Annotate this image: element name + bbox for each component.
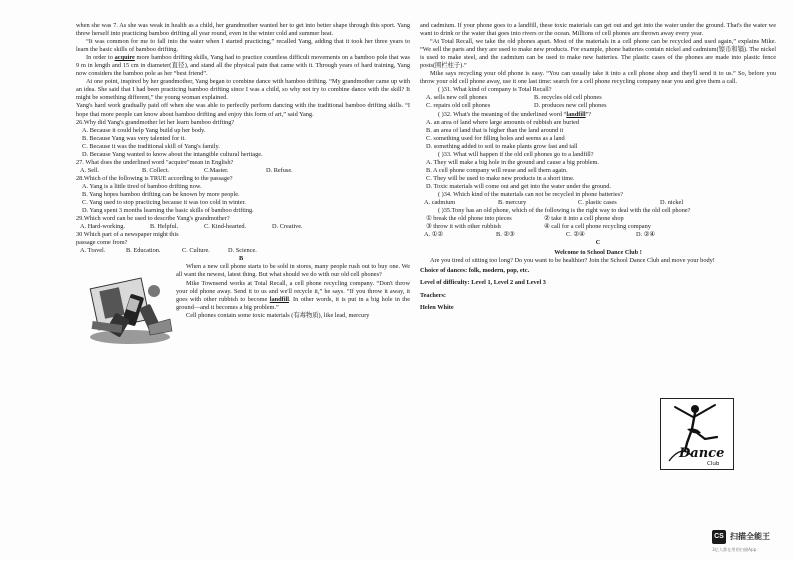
phone-recycling-illustration bbox=[88, 275, 174, 345]
passage-b-paragraph-5: “At Total Recall, we take the old phones apart. Most of the materials in a cell phone can be recycled and used again,” explains Mike. “We sell the parts and they are used to make new products. For example, phone batteries contain nickel and cadmium(镍币和镉). The nickel is used to make steel, and the cadmium can be used to make new batteries. The plastic cases of the phones are made into plastic fence posts(围栏柱子).” bbox=[420, 38, 776, 70]
question-32 bbox=[420, 111, 776, 119]
passage-b-start bbox=[76, 263, 410, 343]
passage-b-paragraph-3: Cell phones contain some toxic materials (有毒物质), like lead, mercury bbox=[186, 311, 370, 319]
question-35-choice-2: ② take it into a cell phone shop bbox=[544, 215, 624, 223]
underlined-word-acquire: acquire bbox=[114, 54, 135, 62]
dance-club-logo bbox=[660, 398, 734, 470]
question-31-options-row-2 bbox=[420, 102, 776, 110]
question-35-choice-3: ③ throw it with other rubbish bbox=[426, 223, 501, 231]
question-29-option-d: D. Creative. bbox=[272, 223, 303, 231]
question-35-choice-1: ① break the old phone into pieces bbox=[426, 215, 512, 223]
question-31-option-c: C. repairs old cell phones bbox=[426, 102, 491, 110]
question-35-option-b: B. ②③ bbox=[496, 231, 515, 239]
passage-a-paragraph-5: Yang's hard work gradually paid off when she was able to perfectly perform dancing with the traditional bamboo drifting skills. “I hope that more people can know about bamboo drifting and enjoy this form of art,” said Yang. bbox=[76, 102, 410, 118]
right-column bbox=[420, 22, 776, 312]
text-run: Mike Townsend works at Total Recall, a cell phone recycling company. “Don't throw your old phone away. Send it to us and we'll recycle it,” he says. “If you throw it away, it goes with other rubbish to become bbox=[176, 279, 410, 303]
passage-a-paragraph-4: At one point, inspired by her grandmother, Yang began to combine dance with bamboo drifting. “My grandmother came up with an idea. She said that I had been practicing bamboo drifting since I was a child, so why not try to combine dance with the skill? It might be something different,” the young woman explained. bbox=[76, 78, 410, 102]
question-32-option-b: B. an area of land that is higher than the land around it bbox=[426, 126, 564, 134]
question-27-options bbox=[76, 167, 410, 175]
question-35: ( )35.Tony has an old phone, which of the following is the right way to deal with the old cell phone? bbox=[438, 207, 691, 215]
passage-b-paragraph-1: When a new cell phone starts to be sold in stores, many people rush out to buy one. We all want the newest, latest thing. But what should we do with our old cell phones? bbox=[176, 263, 410, 279]
passage-a-paragraph-3 bbox=[76, 54, 410, 78]
dancer-silhouette-icon bbox=[661, 399, 733, 469]
text-run: ( )32. What's the meaning of the underlined word “ bbox=[438, 110, 567, 118]
question-29: 29.Which word can be used to describe Yang's grandmother? bbox=[76, 215, 230, 223]
question-28: 28.Which of the following is TRUE according to the passage? bbox=[76, 174, 233, 182]
question-33-option-c: C. They will be used to make new products in a short time. bbox=[426, 174, 575, 182]
passage-a-paragraph-2: “It was common for me to fall into the water when I started practicing,” recalled Yang, adding that it took her three years to learn the basic skills of bamboo drifting. bbox=[76, 38, 410, 54]
question-35-option-d: D. ②④ bbox=[636, 231, 655, 239]
question-26: 26.Why did Yang's grandmother let her learn bamboo drifting? bbox=[76, 118, 235, 126]
dance-club-title: Welcome to School Dance Club ! bbox=[554, 249, 642, 257]
question-33-option-b: B. A cell phone company will reuse and sell them again. bbox=[426, 166, 568, 174]
question-26-option-d: D. Because Yang wanted to know about the intangible cultural heritage. bbox=[82, 150, 263, 158]
question-29-option-a: A. Hard-working. bbox=[80, 223, 125, 231]
question-34-option-c: C. plastic cases bbox=[578, 199, 617, 207]
question-30-option-b: B. Education. bbox=[126, 247, 161, 255]
text-run: . In other words, it is put in a big hole in the ground—and it becomes a big problem.” bbox=[176, 295, 410, 311]
section-c-heading: C bbox=[595, 239, 601, 247]
text-run: ”? bbox=[585, 110, 592, 118]
question-34-option-d: D. nickel bbox=[660, 199, 684, 207]
question-27-option-b: B. Collect. bbox=[142, 166, 170, 174]
dance-club-dances: Choice of dances: folk, modern, pop, etc. bbox=[420, 267, 530, 275]
question-35-options bbox=[420, 231, 776, 239]
question-30-options bbox=[76, 247, 410, 255]
question-32-option-d: D. something added to soil to make plants grow fast and tall bbox=[426, 142, 578, 150]
question-31-option-d: D. produces new cell phones bbox=[534, 102, 607, 110]
question-35-choices-row-2 bbox=[420, 223, 776, 231]
scanner-app-name: 扫描全能王 bbox=[730, 532, 770, 541]
question-29-option-b: B. Helpful. bbox=[150, 223, 179, 231]
passage-a-paragraph-1: when she was 7. As she was weak in health as a child, her grandmother wanted her to get into better shape through this sport. Yang threw herself into practicing bamboo drifting all year round, even in the winter cold and summer heat. bbox=[76, 22, 410, 38]
passage-b-paragraph-4: and cadmium. If your phone goes to a landfill, these toxic materials can get out and get into the water under the ground. That's the water we want to drink or the water that goes into rivers or the ocean. Millions of cell phones are thrown away every year. bbox=[420, 22, 776, 38]
underlined-word-landfill: landfill bbox=[269, 295, 289, 303]
section-b-heading: B bbox=[239, 255, 244, 263]
logo-word: Dance bbox=[679, 446, 725, 461]
question-31-option-b: B. recycles old cell phones bbox=[534, 94, 602, 102]
question-28-option-d: D. Yang spent 3 months learning the basic skills of bamboo drifting. bbox=[82, 207, 254, 215]
question-35-option-c: C. ②④ bbox=[566, 231, 585, 239]
question-34-options bbox=[420, 199, 776, 207]
dance-club-intro: Are you tired of sitting too long? Do you want to be healthier? Join the School Dance Club and move your body! bbox=[430, 257, 715, 265]
question-35-choices-row-1 bbox=[420, 215, 776, 223]
question-33: ( )33. What will happen if the old cell phones go to a landfill? bbox=[438, 150, 594, 158]
question-28-option-a: A. Yang is a little tired of bamboo drifting now. bbox=[82, 182, 202, 190]
question-28-option-c: C. Yang used to stop practicing because it was too cold in winter. bbox=[82, 199, 246, 207]
question-31-options-row-1 bbox=[420, 94, 776, 102]
camscanner-logo-icon: CS bbox=[712, 530, 726, 544]
question-26-option-a: A. Because it could help Yang build up her body. bbox=[82, 126, 206, 134]
question-32-option-c: C. something used for filling holes and seems as a land bbox=[426, 134, 565, 142]
question-32-option-a: A. an area of land where large amounts of rubbish are buried bbox=[426, 118, 580, 126]
scanner-watermark bbox=[712, 530, 794, 558]
question-31-option-a: A. sells new cell phones bbox=[426, 94, 488, 102]
question-35-choice-4: ④ call for a cell phone recycling company bbox=[544, 223, 651, 231]
left-column bbox=[76, 22, 410, 343]
question-34: ( )34. Which kind of the materials can not be recycled in phone batteries? bbox=[438, 190, 623, 198]
question-29-options bbox=[76, 223, 410, 231]
question-28-option-b: B. Yang hopes bamboo drifting can be known by more people. bbox=[82, 190, 240, 198]
question-30-option-c: C. Culture. bbox=[182, 247, 210, 255]
dance-club-teacher-name: Helen White bbox=[420, 303, 454, 311]
question-30-line-2: passage come from? bbox=[76, 239, 128, 247]
question-27-option-c: C.Master. bbox=[204, 166, 229, 174]
question-35-option-a: A. ①② bbox=[424, 231, 443, 239]
question-30-line-1: 30 Which part of a newspaper might this bbox=[76, 231, 179, 239]
question-30-option-d: D. Science. bbox=[228, 247, 257, 255]
question-34-option-a: A. cadmium bbox=[424, 199, 456, 207]
question-30-option-a: A. Travel. bbox=[80, 247, 106, 255]
question-26-option-c: C. Because it was the traditional skill of Yang's family. bbox=[82, 142, 220, 150]
question-27-option-a: A. Sell. bbox=[80, 166, 100, 174]
question-34-option-b: B. mercury bbox=[498, 199, 527, 207]
question-33-option-a: A. They will make a big hole in the ground and cause a big problem. bbox=[426, 158, 600, 166]
question-31: ( )31. What kind of company is Total Recall? bbox=[438, 86, 552, 94]
question-27: 27. What does the underlined word "acquire"mean in English? bbox=[76, 158, 234, 166]
text-run: more bamboo drifting skills, Yang had to practice countless difficult movements on a bamboo pole that was 9 m in length and 15 cm in diameter(直径), and stand all the physical pain that came with it. Through years of hard training, Yang now considers the bamboo pole as her “best friend”. bbox=[76, 54, 410, 78]
question-33-option-d: D. Toxic materials will come out and get into the water under the ground. bbox=[426, 182, 611, 190]
passage-b-paragraph-6: Mike says recycling your old phone is easy. “You can usually take it into a cell phone shop and they'll send it to us.” So, before you throw your old cell phone away, use it one last time: search for a cell phone recycling company near you and give them a call. bbox=[420, 70, 776, 86]
question-26-option-b: B. Because Yang was very talented for it. bbox=[82, 134, 186, 142]
text-run: In order to bbox=[86, 54, 115, 62]
passage-b-paragraph-2 bbox=[176, 280, 410, 312]
dance-club-teachers-label: Teachers: bbox=[420, 291, 446, 299]
question-27-option-d: D. Refuse. bbox=[266, 166, 293, 174]
dance-club-level: Level of difficulty: Level 1, Level 2 and Level 3 bbox=[420, 279, 546, 287]
scanner-tagline: 3亿人都在用的扫描App bbox=[712, 547, 757, 552]
logo-subword: Club bbox=[707, 461, 720, 467]
question-29-option-c: C. Kind-hearted. bbox=[204, 223, 247, 231]
underlined-word-landfill: landfill bbox=[566, 110, 586, 118]
